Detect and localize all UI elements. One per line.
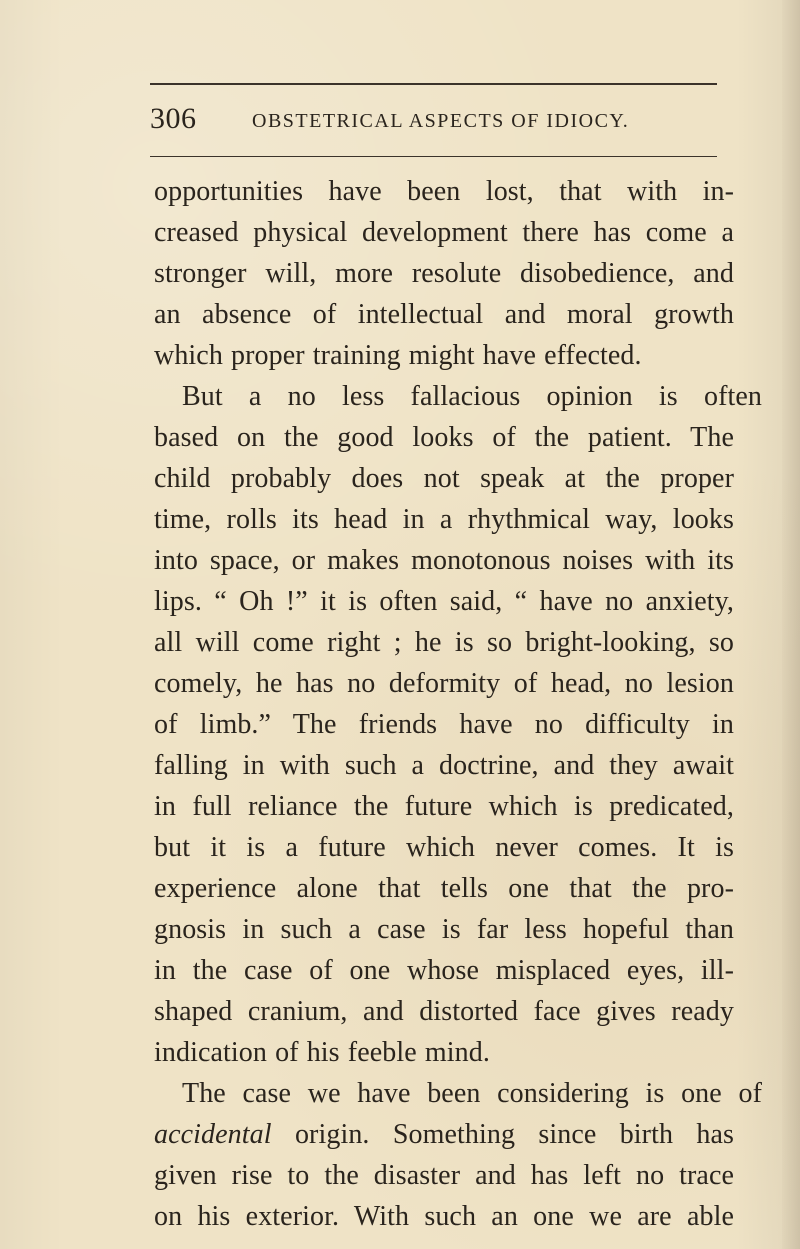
- italic-word: accidental: [154, 1119, 272, 1150]
- text-line: gnosis in such a case is far less hopeful than: [154, 914, 734, 945]
- text-line: which proper training might have effected.: [154, 340, 642, 371]
- text-line: into space, or makes monotonous noises with its: [154, 545, 734, 576]
- text-line: on his exterior. With such an one we are able: [154, 1201, 734, 1232]
- text-line: falling in with such a doctrine, and they await: [154, 750, 734, 781]
- text-line: lips. “ Oh !” it is often said, “ have no anxiety,: [154, 586, 734, 617]
- text-line-with-italic: [154, 1114, 734, 1155]
- text-line: in the case of one whose misplaced eyes, ill-: [154, 955, 734, 986]
- text-line-indented: The case we have been considering is one of: [182, 1078, 762, 1109]
- text-line: indication of his feeble mind.: [154, 1037, 490, 1068]
- text-line: an absence of intellectual and moral growth: [154, 299, 734, 330]
- header-bottom-rule: [150, 156, 717, 157]
- text-line: stronger will, more resolute disobedience, and: [154, 258, 734, 289]
- text-line: of limb.” The friends have no difficulty in: [154, 709, 734, 740]
- running-head: OBSTETRICAL ASPECTS OF IDIOCY.: [252, 110, 630, 132]
- text-line: time, rolls its head in a rhythmical way, looks: [154, 504, 734, 535]
- page-spine-shadow: [782, 0, 800, 1249]
- text-line: but it is a future which never comes. It is: [154, 832, 734, 863]
- text-line-indented: But a no less fallacious opinion is often: [182, 381, 762, 412]
- page-number: 306: [150, 102, 197, 135]
- header-top-rule: [150, 83, 717, 85]
- page-header: [150, 102, 717, 144]
- text-line: shaped cranium, and distorted face gives ready: [154, 996, 734, 1027]
- text-line: in full reliance the future which is predicated,: [154, 791, 734, 822]
- text-fragment: origin. Something since birth has: [294, 1119, 734, 1150]
- text-line: based on the good looks of the patient. The: [154, 422, 734, 453]
- text-line: child probably does not speak at the proper: [154, 463, 734, 494]
- text-line: opportunities have been lost, that with in-: [154, 176, 734, 207]
- text-line: creased physical development there has come a: [154, 217, 734, 248]
- text-line: all will come right ; he is so bright-looking, so: [154, 627, 734, 658]
- text-line: experience alone that tells one that the pro-: [154, 873, 734, 904]
- text-line: given rise to the disaster and has left no trace: [154, 1160, 734, 1191]
- text-line: comely, he has no deformity of head, no lesion: [154, 668, 734, 699]
- body-text: [154, 171, 762, 1237]
